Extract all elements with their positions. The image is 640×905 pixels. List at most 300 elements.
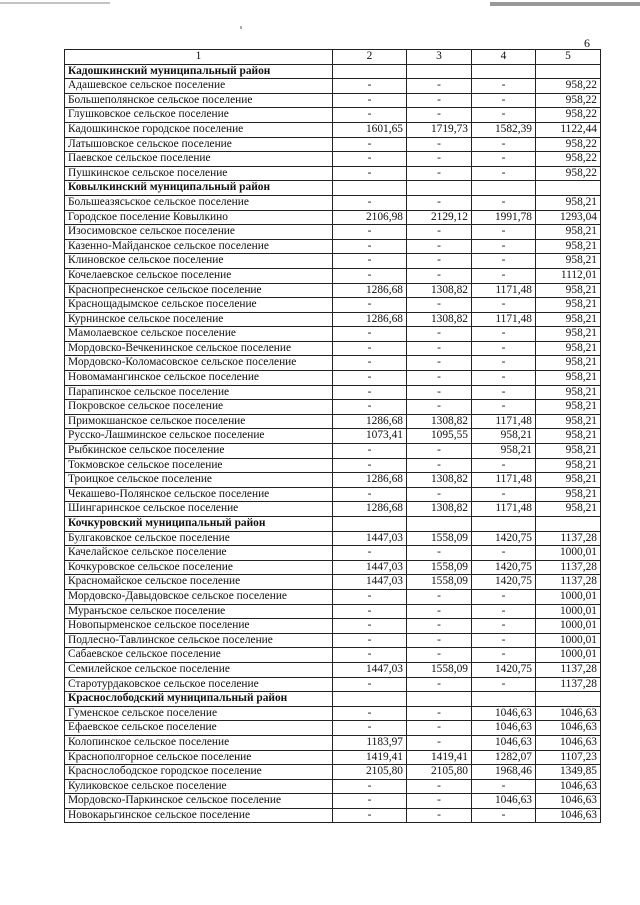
value-cell: - (407, 808, 472, 823)
tariff-table (64, 49, 601, 823)
value-cell: 1122,44 (536, 122, 601, 137)
value-cell: 1991,78 (472, 210, 536, 225)
value-cell: - (472, 385, 536, 400)
value-cell: - (472, 487, 536, 502)
value-cell: - (407, 721, 472, 736)
value-cell: 958,21 (536, 429, 601, 444)
value-cell: - (472, 268, 536, 283)
table-row (65, 589, 601, 604)
empty-cell (536, 64, 601, 79)
value-cell: - (333, 93, 407, 108)
value-cell: 1046,63 (472, 735, 536, 750)
settlement-name: Латышовское сельское поселение (65, 137, 333, 152)
value-cell: 958,21 (536, 225, 601, 240)
table-row (65, 137, 601, 152)
value-cell: - (333, 721, 407, 736)
value-cell: - (472, 779, 536, 794)
value-cell: 1582,39 (472, 122, 536, 137)
value-cell: 958,21 (536, 283, 601, 298)
value-cell: 1558,09 (407, 575, 472, 590)
value-cell: - (472, 239, 536, 254)
table-row (65, 254, 601, 269)
value-cell: 1308,82 (407, 414, 472, 429)
value-cell: 1286,68 (333, 283, 407, 298)
value-cell: 1286,68 (333, 502, 407, 517)
value-cell: 1137,28 (536, 531, 601, 546)
value-cell: - (407, 400, 472, 415)
settlement-name: Мордовско-Паркинское сельское поселение (65, 794, 333, 809)
table-body (65, 50, 601, 823)
value-cell: - (333, 444, 407, 459)
value-cell: - (333, 400, 407, 415)
table-row (65, 779, 601, 794)
value-cell: - (407, 195, 472, 210)
value-cell: 958,21 (536, 487, 601, 502)
value-cell: 1308,82 (407, 502, 472, 517)
empty-cell (333, 517, 407, 532)
table-row (65, 400, 601, 415)
table-row (65, 429, 601, 444)
value-cell: - (472, 546, 536, 561)
table-row (65, 808, 601, 823)
table-row (65, 546, 601, 561)
value-cell: - (333, 79, 407, 94)
section-header-row (65, 517, 601, 532)
value-cell: 1000,01 (536, 546, 601, 561)
value-cell: - (472, 589, 536, 604)
value-cell: - (472, 604, 536, 619)
scan-artifact (240, 26, 242, 29)
table-row (65, 735, 601, 750)
table-row (65, 152, 601, 167)
value-cell: 1286,68 (333, 473, 407, 488)
value-cell: 1719,73 (407, 122, 472, 137)
value-cell: - (333, 239, 407, 254)
value-cell: 1308,82 (407, 283, 472, 298)
value-cell: - (333, 779, 407, 794)
value-cell: - (407, 633, 472, 648)
empty-cell (472, 181, 536, 196)
value-cell: 958,22 (536, 166, 601, 181)
value-cell: 1046,63 (472, 706, 536, 721)
value-cell: 1046,63 (536, 706, 601, 721)
district-title: Краснослободский муниципальный район (65, 692, 333, 707)
table-row (65, 619, 601, 634)
value-cell: 1349,85 (536, 765, 601, 780)
value-cell: 958,21 (536, 239, 601, 254)
column-header: 1 (65, 50, 333, 65)
value-cell: - (407, 546, 472, 561)
section-header-row (65, 692, 601, 707)
settlement-name: Краснополгорное сельское поселение (65, 750, 333, 765)
settlement-name: Новомамангинское сельское поселение (65, 371, 333, 386)
value-cell: - (472, 371, 536, 386)
table-row (65, 356, 601, 371)
value-cell: 1046,63 (536, 808, 601, 823)
value-cell: 958,21 (536, 400, 601, 415)
value-cell: - (472, 648, 536, 663)
settlement-name: Чекашево-Полянское сельское поселение (65, 487, 333, 502)
value-cell: 1447,03 (333, 560, 407, 575)
table-row (65, 531, 601, 546)
settlement-name: Троицкое сельское поселение (65, 473, 333, 488)
value-cell: 1046,63 (472, 794, 536, 809)
table-row (65, 458, 601, 473)
settlement-name: Покровское сельское поселение (65, 400, 333, 415)
settlement-name: Токмовское сельское поселение (65, 458, 333, 473)
value-cell: 958,22 (536, 137, 601, 152)
table-row (65, 195, 601, 210)
table-row (65, 575, 601, 590)
value-cell: 1420,75 (472, 575, 536, 590)
value-cell: 958,22 (536, 108, 601, 123)
value-cell: 1558,09 (407, 560, 472, 575)
value-cell: - (407, 166, 472, 181)
value-cell: 1419,41 (407, 750, 472, 765)
table-row (65, 385, 601, 400)
value-cell: 958,21 (536, 414, 601, 429)
value-cell: - (407, 794, 472, 809)
settlement-name: Семилейское сельское поселение (65, 662, 333, 677)
value-cell: - (472, 152, 536, 167)
settlement-name: Мордовско-Давыдовское сельское поселение (65, 589, 333, 604)
value-cell: 1171,48 (472, 502, 536, 517)
value-cell: - (333, 225, 407, 240)
value-cell: - (472, 356, 536, 371)
value-cell: - (333, 108, 407, 123)
value-cell: 958,21 (536, 341, 601, 356)
value-cell: 1968,46 (472, 765, 536, 780)
table-row (65, 794, 601, 809)
settlement-name: Изосимовское сельское поселение (65, 225, 333, 240)
settlement-name: Ефаевское сельское поселение (65, 721, 333, 736)
settlement-name: Примокшанское сельское поселение (65, 414, 333, 429)
value-cell: - (407, 458, 472, 473)
value-cell: 1171,48 (472, 414, 536, 429)
value-cell: - (407, 327, 472, 342)
value-cell: - (407, 225, 472, 240)
value-cell: - (472, 327, 536, 342)
value-cell: 1137,28 (536, 575, 601, 590)
value-cell: - (407, 79, 472, 94)
value-cell: - (407, 677, 472, 692)
value-cell: - (407, 108, 472, 123)
value-cell: - (333, 254, 407, 269)
value-cell: - (407, 268, 472, 283)
table-row (65, 268, 601, 283)
settlement-name: Краснощадымское сельское поселение (65, 298, 333, 313)
value-cell: 1420,75 (472, 662, 536, 677)
empty-cell (472, 64, 536, 79)
empty-cell (407, 517, 472, 532)
settlement-name: Гуменское сельское поселение (65, 706, 333, 721)
value-cell: - (407, 93, 472, 108)
settlement-name: Пушкинское сельское поселение (65, 166, 333, 181)
value-cell: - (407, 487, 472, 502)
section-header-row (65, 181, 601, 196)
settlement-name: Клиновское сельское поселение (65, 254, 333, 269)
settlement-name: Рыбкинское сельское поселение (65, 444, 333, 459)
value-cell: 1000,01 (536, 648, 601, 663)
table-row (65, 765, 601, 780)
empty-cell (536, 692, 601, 707)
table-row (65, 327, 601, 342)
value-cell: - (407, 648, 472, 663)
value-cell: 2129,12 (407, 210, 472, 225)
value-cell: 1171,48 (472, 312, 536, 327)
settlement-name: Краснослободское городское поселение (65, 765, 333, 780)
value-cell: 958,21 (536, 385, 601, 400)
column-header: 3 (407, 50, 472, 65)
section-header-row (65, 64, 601, 79)
scan-artifact (490, 2, 640, 6)
settlement-name: Кочелаевское сельское поселение (65, 268, 333, 283)
settlement-name: Русско-Лашминское сельское поселение (65, 429, 333, 444)
value-cell: 958,22 (536, 152, 601, 167)
settlement-name: Городское поселение Ковылкино (65, 210, 333, 225)
value-cell: 1000,01 (536, 619, 601, 634)
value-cell: - (472, 79, 536, 94)
value-cell: - (407, 706, 472, 721)
value-cell: - (407, 779, 472, 794)
value-cell: - (472, 341, 536, 356)
value-cell: 958,21 (536, 458, 601, 473)
value-cell: - (333, 137, 407, 152)
value-cell: 1000,01 (536, 633, 601, 648)
value-cell: 1293,04 (536, 210, 601, 225)
column-header: 5 (536, 50, 601, 65)
column-header-row (65, 50, 601, 65)
value-cell: 1073,41 (333, 429, 407, 444)
table-row (65, 444, 601, 459)
value-cell: - (333, 604, 407, 619)
settlement-name: Новокарьгинское сельское поселение (65, 808, 333, 823)
settlement-name: Старотурдаковское сельское поселение (65, 677, 333, 692)
settlement-name: Куликовское сельское поселение (65, 779, 333, 794)
value-cell: - (407, 254, 472, 269)
value-cell: 1419,41 (333, 750, 407, 765)
value-cell: - (407, 385, 472, 400)
value-cell: 1046,63 (536, 721, 601, 736)
table-row (65, 210, 601, 225)
value-cell: - (333, 152, 407, 167)
value-cell: - (472, 458, 536, 473)
value-cell: - (407, 371, 472, 386)
value-cell: - (407, 239, 472, 254)
value-cell: 2105,80 (407, 765, 472, 780)
value-cell: 1282,07 (472, 750, 536, 765)
value-cell: 958,21 (536, 371, 601, 386)
value-cell: 1447,03 (333, 662, 407, 677)
value-cell: 958,22 (536, 79, 601, 94)
page-number: 6 (584, 36, 590, 50)
value-cell: - (472, 225, 536, 240)
value-cell: - (333, 619, 407, 634)
value-cell: 1000,01 (536, 604, 601, 619)
value-cell: 1601,65 (333, 122, 407, 137)
value-cell: - (333, 706, 407, 721)
empty-cell (472, 517, 536, 532)
settlement-name: Кочкуровское сельское поселение (65, 560, 333, 575)
table-row (65, 473, 601, 488)
value-cell: 958,21 (536, 356, 601, 371)
settlement-name: Кадошкинское городское поселение (65, 122, 333, 137)
value-cell: - (472, 400, 536, 415)
value-cell: 1000,01 (536, 589, 601, 604)
table-row (65, 225, 601, 240)
value-cell: - (472, 633, 536, 648)
value-cell: - (333, 589, 407, 604)
settlement-name: Мордовско-Вечкенинское сельское поселение (65, 341, 333, 356)
value-cell: - (333, 648, 407, 663)
value-cell: - (333, 371, 407, 386)
value-cell: - (407, 589, 472, 604)
table-row (65, 750, 601, 765)
value-cell: 1447,03 (333, 575, 407, 590)
value-cell: 958,21 (536, 502, 601, 517)
value-cell: - (407, 735, 472, 750)
value-cell: 1171,48 (472, 283, 536, 298)
column-header: 4 (472, 50, 536, 65)
value-cell: - (407, 341, 472, 356)
settlement-name: Большеполянское сельское поселение (65, 93, 333, 108)
value-cell: 958,21 (536, 444, 601, 459)
value-cell: 2105,80 (333, 765, 407, 780)
settlement-name: Муранъское сельское поселение (65, 604, 333, 619)
value-cell: - (407, 298, 472, 313)
value-cell: 1046,63 (472, 721, 536, 736)
district-title: Кадошкинский муниципальный район (65, 64, 333, 79)
table-row (65, 108, 601, 123)
empty-cell (333, 64, 407, 79)
table-row (65, 312, 601, 327)
table-row (65, 298, 601, 313)
value-cell: - (333, 341, 407, 356)
empty-cell (333, 181, 407, 196)
table-row (65, 166, 601, 181)
value-cell: - (407, 152, 472, 167)
value-cell: 958,22 (536, 93, 601, 108)
table-row (65, 239, 601, 254)
settlement-name: Новопырменское сельское поселение (65, 619, 333, 634)
table-row (65, 487, 601, 502)
value-cell: 1112,01 (536, 268, 601, 283)
value-cell: - (333, 166, 407, 181)
value-cell: - (333, 808, 407, 823)
table-row (65, 662, 601, 677)
value-cell: - (472, 254, 536, 269)
value-cell: 1137,28 (536, 677, 601, 692)
value-cell: 958,21 (536, 195, 601, 210)
value-cell: 958,21 (536, 327, 601, 342)
value-cell: 1046,63 (536, 735, 601, 750)
empty-cell (536, 517, 601, 532)
value-cell: 1308,82 (407, 312, 472, 327)
table-row (65, 677, 601, 692)
value-cell: - (407, 137, 472, 152)
district-title: Ковылкинский муниципальный район (65, 181, 333, 196)
settlement-name: Казенно-Майданское сельское поселение (65, 239, 333, 254)
value-cell: 1046,63 (536, 779, 601, 794)
table-row (65, 283, 601, 298)
value-cell: 1447,03 (333, 531, 407, 546)
value-cell: 958,21 (536, 473, 601, 488)
settlement-name: Булгаковское сельское поселение (65, 531, 333, 546)
empty-cell (536, 181, 601, 196)
empty-cell (472, 692, 536, 707)
value-cell: - (472, 808, 536, 823)
value-cell: - (472, 619, 536, 634)
settlement-name: Адашевское сельское поселение (65, 79, 333, 94)
table-row (65, 502, 601, 517)
value-cell: 1137,28 (536, 662, 601, 677)
table-row (65, 721, 601, 736)
table-row (65, 414, 601, 429)
value-cell: - (472, 93, 536, 108)
value-cell: 1558,09 (407, 662, 472, 677)
table-row (65, 371, 601, 386)
table-row (65, 341, 601, 356)
table-row (65, 648, 601, 663)
value-cell: - (333, 356, 407, 371)
value-cell: 1137,28 (536, 560, 601, 575)
value-cell: 1286,68 (333, 414, 407, 429)
value-cell: 1286,68 (333, 312, 407, 327)
value-cell: - (333, 385, 407, 400)
table-row (65, 706, 601, 721)
value-cell: 1308,82 (407, 473, 472, 488)
value-cell: - (333, 677, 407, 692)
table-row (65, 93, 601, 108)
empty-cell (333, 692, 407, 707)
table-row (65, 122, 601, 137)
settlement-name: Парапинское сельское поселение (65, 385, 333, 400)
value-cell: 1183,97 (333, 735, 407, 750)
value-cell: 958,21 (472, 429, 536, 444)
value-cell: - (472, 677, 536, 692)
settlement-name: Красномайское сельское поселение (65, 575, 333, 590)
empty-cell (407, 181, 472, 196)
settlement-name: Качелайское сельское поселение (65, 546, 333, 561)
settlement-name: Большеазясьское сельское поселение (65, 195, 333, 210)
value-cell: - (333, 458, 407, 473)
value-cell: - (472, 166, 536, 181)
value-cell: 1046,63 (536, 794, 601, 809)
settlement-name: Сабаевское сельское поселение (65, 648, 333, 663)
value-cell: - (407, 619, 472, 634)
value-cell: - (333, 633, 407, 648)
value-cell: - (333, 546, 407, 561)
value-cell: 1171,48 (472, 473, 536, 488)
table-row (65, 633, 601, 648)
value-cell: - (472, 137, 536, 152)
settlement-name: Курнинское сельское поселение (65, 312, 333, 327)
settlement-name: Мордовско-Коломасовское сельское поселение (65, 356, 333, 371)
value-cell: - (472, 298, 536, 313)
settlement-name: Колопинское сельское поселение (65, 735, 333, 750)
value-cell: 958,21 (536, 312, 601, 327)
value-cell: - (333, 298, 407, 313)
table-row (65, 604, 601, 619)
value-cell: - (333, 195, 407, 210)
value-cell: - (407, 356, 472, 371)
empty-cell (407, 64, 472, 79)
value-cell: 1420,75 (472, 560, 536, 575)
value-cell: 1558,09 (407, 531, 472, 546)
district-title: Кочкуровский муниципальный район (65, 517, 333, 532)
value-cell: - (333, 794, 407, 809)
value-cell: 958,21 (536, 298, 601, 313)
